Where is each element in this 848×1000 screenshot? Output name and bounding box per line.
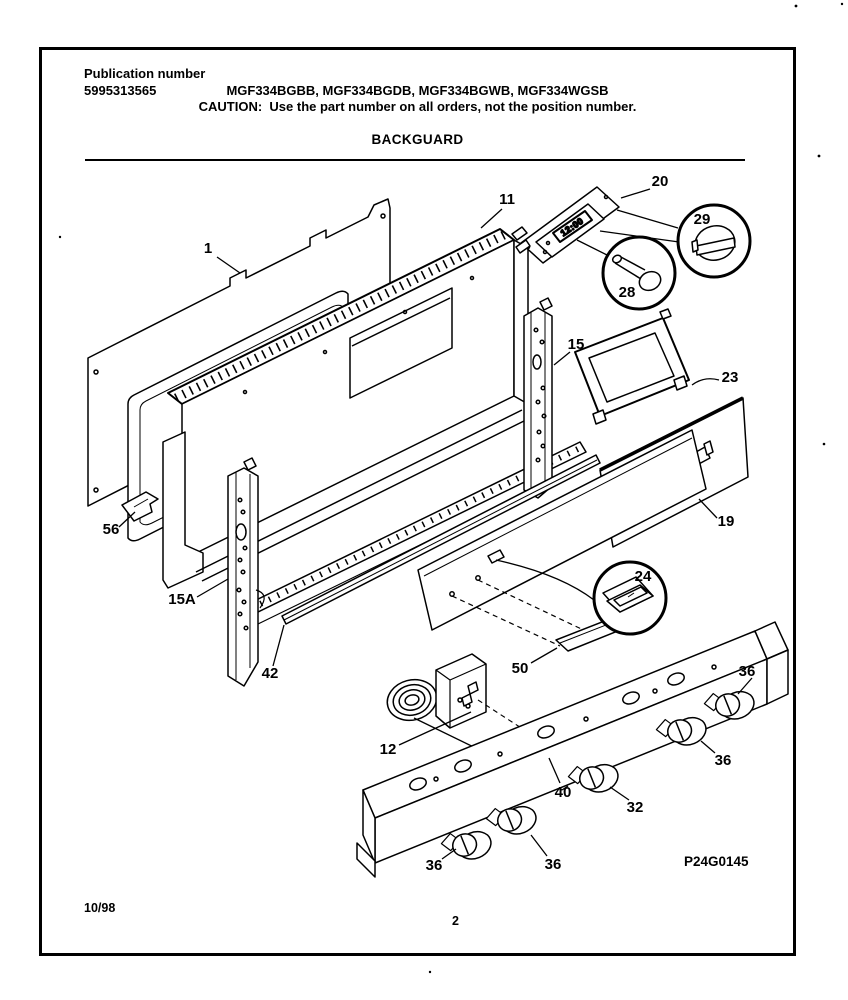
callout-23: 23 [721,369,739,386]
callout-56: 56 [102,521,120,538]
callout-42: 42 [261,665,279,682]
callout-15: 15 [567,336,585,353]
callout-11: 11 [499,191,515,208]
window-frame-part-23 [575,309,689,424]
clock-display: 12:00 [558,215,586,239]
callout-28: 28 [618,284,636,301]
callout-50: 50 [511,660,529,677]
page-title: BACKGUARD [371,132,464,147]
detail-circle-switch-24 [594,562,666,634]
detail-circle-shaft-28 [603,237,675,309]
callout-12: 12 [379,741,397,758]
callout-19: 19 [717,513,735,530]
callout-32: 32 [626,799,644,816]
bracket-part-15 [524,298,552,498]
diagram-code: P24G0145 [684,854,749,869]
callout-36-a: 36 [425,857,443,874]
footer-page-number: 2 [452,914,459,928]
callout-15a: 15A [168,591,196,608]
callout-40: 40 [554,784,572,801]
callout-36-b: 36 [544,856,562,873]
caution-note: CAUTION: Use the part number on all orders, not the position number. [198,99,637,114]
footer-date: 10/98 [84,901,116,915]
bracket-part-15a [228,458,264,686]
publication-number-label: Publication number [84,66,206,81]
callout-36-c: 36 [714,752,732,769]
detail-circle-knob-29 [678,205,750,277]
control-shelf [357,622,788,877]
callout-1: 1 [203,240,213,257]
callout-29: 29 [693,211,711,228]
callout-24: 24 [634,568,652,585]
callout-20: 20 [651,173,669,190]
publication-number-value: 5995313565 [84,83,157,98]
callout-36-d: 36 [738,663,756,680]
model-numbers: MGF334BGBB, MGF334BGDB, MGF334BGWB, MGF334WGSB [226,83,609,98]
